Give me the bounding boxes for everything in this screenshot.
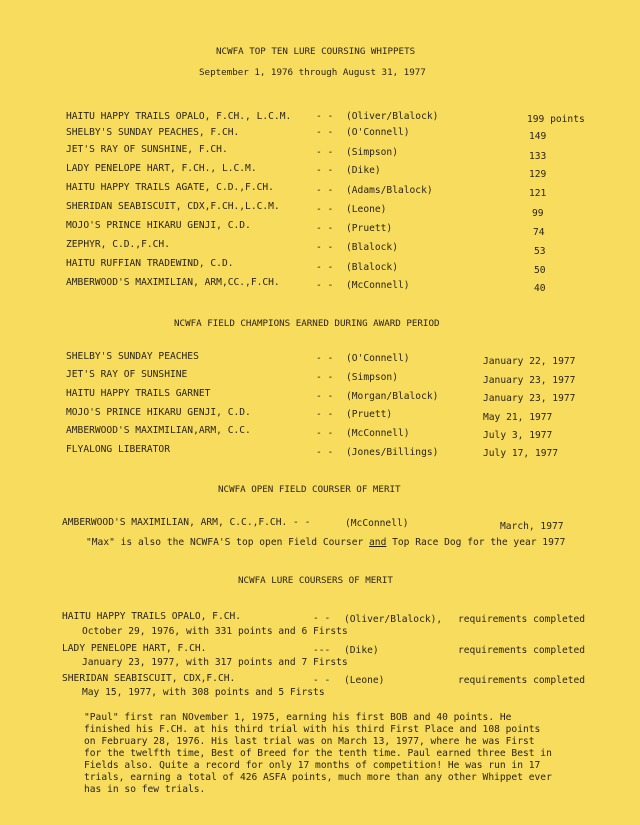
field-champions-heading: NCWFA FIELD CHAMPIONS EARNED DURING AWARD PERIOD [174,318,440,329]
separator-dash: - - [316,185,334,196]
points-value: 50 [534,265,546,276]
owner-name: (Leone) [346,204,387,215]
separator-dash: - - [316,127,334,138]
dog-name: SHELBY'S SUNDAY PEACHES, F.CH. [66,127,240,138]
dog-name: SHELBY'S SUNDAY PEACHES [66,351,199,362]
separator-dash: - - [316,204,334,215]
dog-name: AMBERWOOD'S MAXIMILIAN,ARM, C.C. [66,425,251,436]
separator-dash: - - [316,447,334,458]
paragraph-line: on February 28, 1976. His last trial was on March 13, 1977, where he was First [84,736,535,747]
points-value: 129 [529,169,547,180]
owner-name: (Oliver/Blalock), [344,614,443,625]
owner-name: (Leone) [344,675,385,686]
owner-name: (Blalock) [346,242,398,253]
points-value: 121 [529,188,547,199]
points-value: 133 [529,151,547,162]
champion-date: January 23, 1977 [483,375,576,386]
dog-name: HAITU HAPPY TRAILS OPALO, F.CH., L.C.M. [66,111,292,122]
dog-name: HAITU RUFFIAN TRADEWIND, C.D. [66,258,234,269]
dog-name: AMBERWOOD'S MAXIMILIAN, ARM, C.C.,F.CH. - - [62,517,311,528]
dog-name: JET'S RAY OF SUNSHINE, F.CH. [66,144,228,155]
paragraph-line: for the twelfth time, Best of Breed for the tenth time. Paul earned three Best in [84,748,552,759]
requirements-text: requirements completed [458,614,586,625]
dog-name: HAITU HAPPY TRAILS AGATE, C.D.,F.CH. [66,182,274,193]
requirements-text: requirements completed [458,645,586,656]
lure-coursers-heading: NCWFA LURE COURSERS OF MERIT [238,575,393,586]
points-value: 40 [534,283,546,294]
champion-date: January 22, 1977 [483,356,576,367]
owner-name: (Pruett) [346,409,393,420]
merit-detail: May 15, 1977, with 308 points and 5 Firsts [82,687,325,698]
document-title: NCWFA TOP TEN LURE COURSING WHIPPETS [216,46,416,57]
paul-record-paragraph [84,712,604,796]
dog-name: HAITU HAPPY TRAILS OPALO, F.CH. [62,611,242,622]
owner-name: (O'Connell) [346,127,410,138]
owner-name: (Adams/Blalock) [346,185,433,196]
owner-name: (McConnell) [346,280,410,291]
owner-name: (Dike) [346,165,381,176]
separator-dash: - - [316,353,334,364]
dog-name: LADY PENELOPE HART, F.CH., L.C.M. [66,163,257,174]
owner-name: (Jones/Billings) [346,447,439,458]
owner-name: (Morgan/Blalock) [346,391,439,402]
dog-name: SHERIDAN SEABISCUIT, CDX,F.CH. [62,673,236,684]
owner-name: (Simpson) [346,372,398,383]
separator-dash: - - [316,242,334,253]
owner-name: (O'Connell) [346,353,410,364]
points-value: 53 [534,246,546,257]
owner-name: (Simpson) [346,147,398,158]
separator-dash: - - [316,372,334,383]
separator-dash: - - [316,280,334,291]
paragraph-line: trials, earning a total of 426 ASFA points, much more than any other Whippet ever [84,772,552,783]
dog-name: HAITU HAPPY TRAILS GARNET [66,388,211,399]
dog-name: LADY PENELOPE HART, F.CH. [62,643,207,654]
separator-dash: - - [316,391,334,402]
points-value: 74 [533,227,545,238]
separator-dash: - - [313,613,331,624]
paragraph-line: has in so few trials. [84,784,206,795]
merit-detail: October 29, 1976, with 331 points and 6 Firsts [82,626,348,637]
champion-date: July 3, 1977 [483,430,553,441]
open-field-heading: NCWFA OPEN FIELD COURSER OF MERIT [218,484,401,495]
award-period: September 1, 1976 through August 31, 1977 [199,67,426,78]
dog-name: JET'S RAY OF SUNSHINE [66,369,188,380]
owner-name: (McConnell) [345,518,409,529]
separator-dash: - - [316,409,334,420]
separator-dash: - - [316,262,334,273]
dog-name: ZEPHYR, C.D.,F.CH. [66,239,170,250]
champion-date: July 17, 1977 [483,448,559,459]
paragraph-line: Fields also. Quite a record for only 17 months of competition! He was run in 17 [84,760,541,771]
champion-date: January 23, 1977 [483,393,576,404]
dog-name: MOJO'S PRINCE HIKARU GENJI, C.D. [66,407,251,418]
points-value: 99 [532,208,544,219]
points-value: 149 [529,131,547,142]
dog-name: AMBERWOOD'S MAXIMILIAN, ARM,CC.,F.CH. [66,277,280,288]
points-value: 199 points [527,114,585,125]
merit-detail: January 23, 1977, with 317 points and 7 Firsts [82,657,348,668]
separator-dash: - - [316,428,334,439]
separator-dash: - - [316,147,334,158]
separator-dash: - - [313,675,331,686]
champion-date: May 21, 1977 [483,412,553,423]
open-field-note: "Max" is also the NCWFA'S top open Field Courser and Top Race Dog for the year 1977 [86,537,566,548]
separator-dash: - - [316,111,334,122]
owner-name: (Oliver/Blalock) [346,111,439,122]
dog-name: FLYALONG LIBERATOR [66,444,170,455]
owner-name: (McConnell) [346,428,410,439]
paragraph-line: finished his F.CH. at his third trial with his third First Place and 108 points [84,724,541,735]
owner-name: (Pruett) [346,223,393,234]
dog-name: MOJO'S PRINCE HIKARU GENJI, C.D. [66,220,251,231]
dog-name: SHERIDAN SEABISCUIT, CDX,F.CH.,L.C.M. [66,201,280,212]
requirements-text: requirements completed [458,675,586,686]
separator-dash: --- [313,645,331,656]
merit-date: March, 1977 [500,521,564,532]
separator-dash: - - [316,165,334,176]
separator-dash: - - [316,223,334,234]
owner-name: (Blalock) [346,262,398,273]
paragraph-line: "Paul" first ran NOvember 1, 1975, earning his first BOB and 40 points. He [84,712,512,723]
owner-name: (Dike) [344,645,379,656]
